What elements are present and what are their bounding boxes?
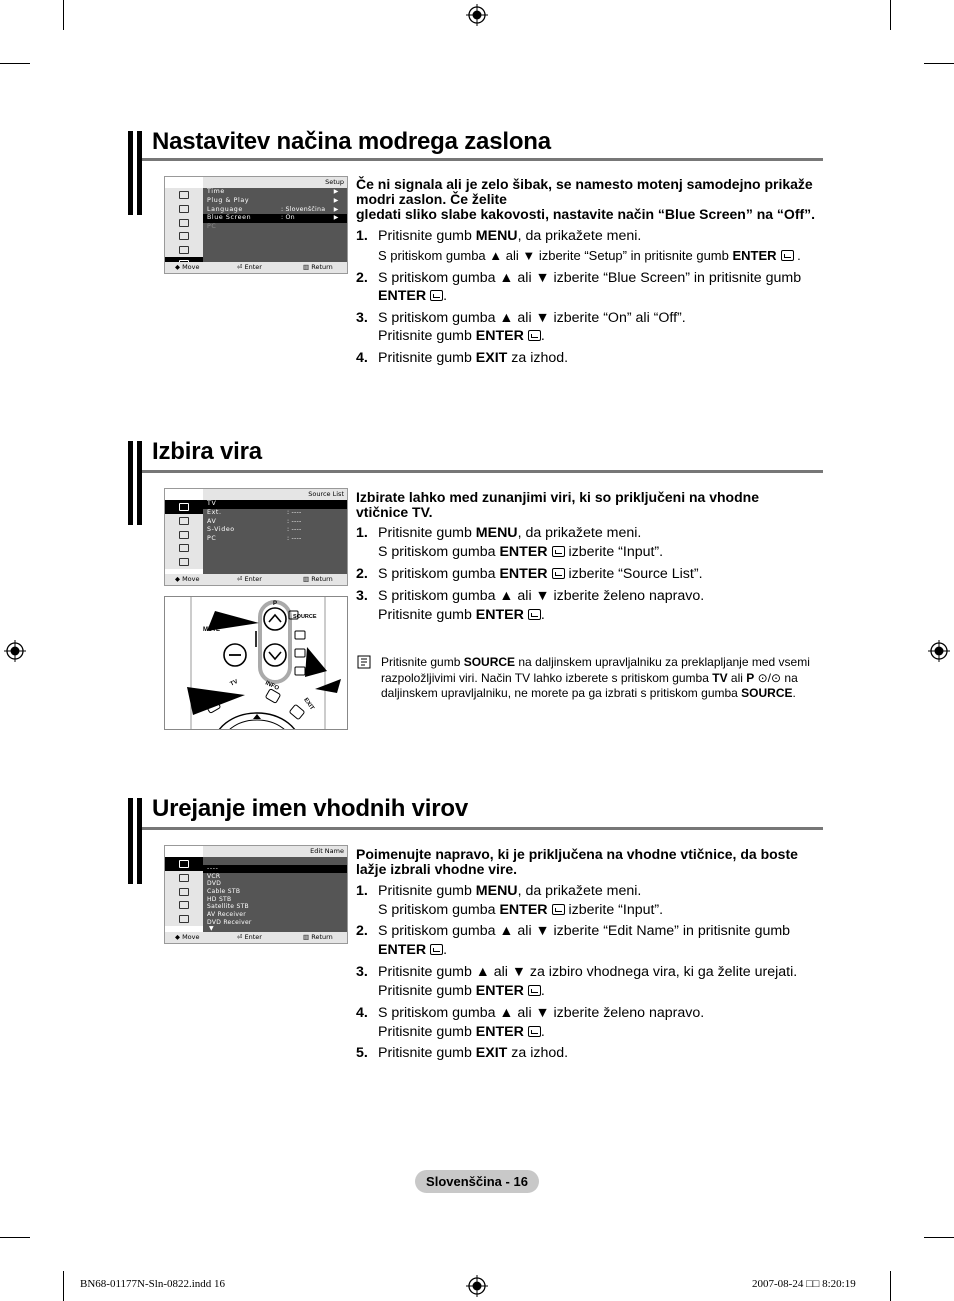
menu-sidebar	[165, 500, 203, 569]
crop-mark	[0, 1237, 30, 1238]
input-icon	[165, 243, 203, 257]
step-text: S pritiskom gumba ▲ ali ▼ izberite želeno napravo.	[378, 1005, 705, 1021]
section-title: Urejanje imen vhodnih virov	[152, 795, 469, 822]
section-bar	[128, 798, 142, 884]
step-text: S pritiskom gumba ▲ ali ▼ izberite “Blue Screen” in pritisnite gumb	[378, 270, 802, 286]
picture-icon	[165, 857, 203, 871]
step-number: 5.	[356, 1045, 368, 1061]
step-number: 1.	[356, 228, 368, 244]
menu-row: AV Receiver	[207, 910, 246, 918]
edit-name-menu-screenshot	[164, 845, 348, 944]
menu-row-selected: TV	[203, 500, 347, 509]
menu-row: Language : Slovenščina ▶	[207, 205, 339, 213]
enter-icon	[430, 290, 443, 301]
section-rule	[142, 158, 823, 161]
step-text: S pritiskom gumba ENTER izberite “Source List”.	[378, 566, 703, 582]
step-subtext: S pritiskom gumba ▲ ali ▼ izberite “Setup” in pritisnite gumb ENTER .	[378, 248, 801, 263]
channel-icon	[165, 871, 203, 885]
menu-row: Plug & Play ▶	[207, 196, 339, 204]
setup-menu-screenshot	[164, 176, 348, 274]
step-number: 1.	[356, 883, 368, 899]
intro-text: Poimenujte napravo, ki je priključena na vhodne vtičnice, da boste lažje izbrali vhodne vire.	[356, 846, 798, 877]
menu-sidebar	[165, 188, 203, 271]
step-text: Pritisnite gumb MENU, da prikažete meni.	[378, 228, 642, 244]
step-number: 4.	[356, 1005, 368, 1021]
crop-mark	[890, 1271, 891, 1301]
step-number: 2.	[356, 270, 368, 286]
menu-row: Satellite STB	[207, 903, 249, 911]
section-rule	[142, 470, 823, 473]
enter-icon	[781, 250, 794, 261]
crop-mark	[63, 1271, 64, 1301]
enter-icon	[528, 330, 541, 341]
file-slug: BN68-01177N-Sln-0822.indd 16	[80, 1278, 226, 1290]
step-text: Pritisnite gumb ENTER .	[378, 607, 545, 623]
source-label: SOURCE	[293, 614, 317, 620]
mute-label: MUTE	[203, 627, 220, 633]
menu-row-more: ▼	[209, 925, 215, 933]
step-text: Pritisnite gumb ENTER .	[378, 328, 545, 344]
menu-row: HD STB	[207, 895, 232, 903]
menu-row: PC : ----	[207, 535, 302, 543]
crop-mark	[924, 63, 954, 64]
input-icon	[165, 555, 203, 569]
setup-icon	[165, 229, 203, 243]
menu-row-selected: Blue Screen : On ▶	[203, 214, 347, 223]
menu-body	[203, 500, 347, 576]
enter-icon	[552, 568, 565, 579]
intro-text: Izbirate lahko med zunanjimi viri, ki so priključeni na vhodne vtičnice TV.	[356, 489, 759, 520]
step-number: 2.	[356, 566, 368, 582]
setup-icon	[165, 898, 203, 912]
step-text: Pritisnite gumb EXIT za izhod.	[378, 1045, 569, 1061]
enter-label: Enter	[244, 263, 262, 271]
menu-body	[203, 188, 347, 264]
menu-footer: ◆ Move ⏎ Enter ▥ Return	[165, 574, 347, 585]
step-text: S pritiskom gumba ENTER izberite “Input”.	[378, 902, 664, 918]
step-text: Pritisnite gumb MENU, da prikažete meni.	[378, 525, 642, 541]
step-number: 2.	[356, 923, 368, 939]
step-text: Pritisnite gumb MENU, da prikažete meni.	[378, 883, 642, 899]
picture-icon	[165, 500, 203, 514]
step-number: 1.	[356, 525, 368, 541]
step-number: 3.	[356, 588, 368, 604]
sound-icon	[165, 885, 203, 899]
crop-mark	[924, 1237, 954, 1238]
menu-header: Edit Name	[203, 846, 347, 857]
menu-row: VCR	[207, 872, 221, 880]
menu-sidebar	[165, 857, 203, 926]
source-list-menu-screenshot	[164, 488, 348, 586]
step-number: 4.	[356, 350, 368, 366]
step-text: ENTER .	[378, 288, 448, 304]
info-label: INFO	[264, 680, 280, 692]
source-note: Pritisnite gumb SOURCE na daljinskem upravljalniku za preklapljanje med vsemi razpoložljivimi viri. Način TV lahko izberete s pritiskom gumba TV ali P ⊙/⊙ na daljinskem upravljalniku, ne morete pa ga izbrati s pritiskom gumba SOURCE.	[381, 655, 810, 700]
sound-icon	[165, 216, 203, 230]
registration-mark-icon	[466, 4, 488, 26]
channel-icon	[165, 202, 203, 216]
section-bar	[128, 131, 142, 215]
menu-row: S-Video : ----	[207, 526, 302, 534]
intro-text: Če ni signala ali je zelo šibak, se namesto motenj samodejno prikaže modri zaslon. Če želite gledati sliko slabe kakovosti, nastavite način “Blue Screen” na “Off”.	[356, 176, 816, 222]
note-icon	[357, 655, 371, 669]
p-label: P	[273, 601, 278, 607]
setup-icon	[165, 541, 203, 555]
channel-up-down-icon: ⊙/⊙	[757, 670, 782, 685]
step-number: 3.	[356, 310, 368, 326]
enter-icon	[528, 985, 541, 996]
section-title: Izbira vira	[152, 438, 262, 465]
menu-row: AV : ----	[207, 517, 302, 525]
sound-icon	[165, 528, 203, 542]
section-bar	[128, 441, 142, 525]
menu-body	[203, 857, 347, 934]
crop-mark	[0, 63, 30, 64]
picture-icon	[165, 188, 203, 202]
step-text: Pritisnite gumb ENTER .	[378, 983, 545, 999]
return-label: Return	[311, 263, 333, 271]
crop-mark	[890, 0, 891, 30]
registration-mark-icon	[928, 640, 950, 662]
step-text: Pritisnite gumb ▲ ali ▼ za izbiro vhodnega vira, ki ga želite urejati.	[378, 964, 798, 980]
enter-icon	[528, 1026, 541, 1037]
menu-row: Cable STB	[207, 887, 241, 895]
remote-control-illustration	[164, 596, 348, 730]
menu-row: Ext. : ----	[207, 508, 302, 516]
exit-label: EXIT	[302, 697, 315, 712]
step-text: S pritiskom gumba ENTER izberite “Input”.	[378, 544, 664, 560]
menu-row-selected: ----	[203, 865, 347, 873]
registration-mark-icon	[4, 640, 26, 662]
enter-icon	[430, 944, 443, 955]
channel-icon	[165, 514, 203, 528]
step-text: Pritisnite gumb ENTER .	[378, 1024, 545, 1040]
step-number: 3.	[356, 964, 368, 980]
section-title: Nastavitev načina modrega zaslona	[152, 128, 551, 155]
menu-row: DVD Receiver	[207, 918, 252, 926]
enter-icon	[528, 609, 541, 620]
step-text: S pritiskom gumba ▲ ali ▼ izberite “Edit Name” in pritisnite gumb	[378, 923, 791, 939]
move-label: Move	[182, 263, 200, 271]
menu-header: Source List	[203, 489, 347, 500]
enter-icon	[552, 904, 565, 915]
menu-footer: ◆ Move ⏎ Enter ▥ Return	[165, 262, 347, 273]
registration-mark-icon	[466, 1275, 488, 1297]
input-icon	[165, 912, 203, 926]
remote-control-drawing	[165, 597, 348, 730]
section-rule	[142, 827, 823, 830]
page-number-badge: Slovenščina - 16	[415, 1170, 539, 1193]
menu-footer: ◆ Move ⏎ Enter ▥ Return	[165, 932, 347, 943]
menu-header: Setup	[203, 177, 347, 188]
tv-label: TV	[229, 678, 239, 688]
menu-row: PC	[207, 223, 217, 231]
date-slug: 2007-08-24 □□ 8:20:19	[752, 1278, 856, 1290]
crop-mark	[63, 0, 64, 30]
menu-row: DVD	[207, 880, 222, 888]
step-text: S pritiskom gumba ▲ ali ▼ izberite “On” ali “Off”.	[378, 310, 686, 326]
menu-row: Time ▶	[207, 188, 339, 195]
enter-icon	[552, 546, 565, 557]
step-text: ENTER .	[378, 942, 448, 958]
step-text: S pritiskom gumba ▲ ali ▼ izberite želeno napravo.	[378, 588, 705, 604]
step-text: Pritisnite gumb EXIT za izhod.	[378, 350, 569, 366]
